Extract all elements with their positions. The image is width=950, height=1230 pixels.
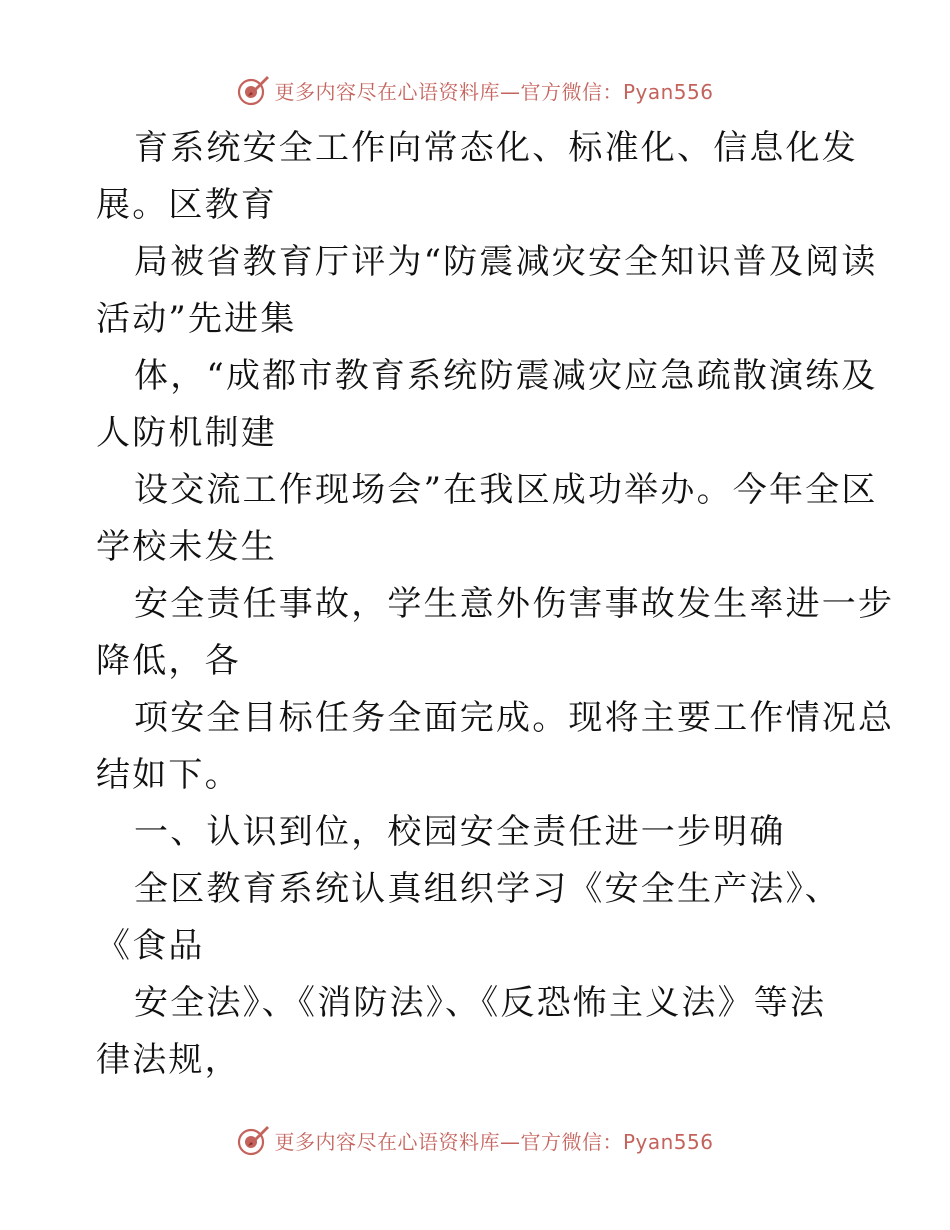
text-line: 《食品 — [96, 926, 205, 966]
header-banner — [0, 70, 950, 110]
text-line: 项安全目标任务全面完成。现将主要工作情况总 — [134, 698, 895, 738]
text-line: 人防机制建 — [96, 413, 277, 453]
text-line: 律法规， — [96, 1040, 241, 1080]
document-body — [96, 120, 895, 1089]
quill-logo-icon — [236, 1123, 270, 1157]
text-line: 育系统安全工作向常态化、标准化、信息化发 — [134, 128, 858, 168]
footer-banner-text: 更多内容尽在心语资料库—官方微信：Pyan556 — [274, 1129, 714, 1154]
footer-banner — [0, 1120, 950, 1160]
text-line: 全区教育系统认真组织学习《安全生产法》、 — [134, 869, 841, 909]
quill-logo-icon — [236, 73, 270, 107]
text-line: 活动”先进集 — [96, 299, 297, 339]
text-line: 展。区教育 — [96, 185, 277, 225]
text-line: 安全责任事故，学生意外伤害事故发生率进一步 — [134, 584, 895, 624]
text-line: 设交流工作现场会”在我区成功举办。今年全区 — [134, 470, 878, 510]
text-line: 安全法》、《消防法》、《反恐怖主义法》等法 — [134, 983, 827, 1023]
text-line: 学校未发生 — [96, 527, 277, 567]
header-banner-text: 更多内容尽在心语资料库—官方微信：Pyan556 — [274, 79, 714, 104]
text-line: 结如下。 — [96, 755, 241, 795]
text-line: 体，“成都市教育系统防震减灾应急疏散演练及 — [134, 356, 878, 396]
section-heading: 一、认识到位，校园安全责任进一步明确 — [134, 812, 786, 852]
text-line: 降低，各 — [96, 641, 241, 681]
text-line: 局被省教育厅评为“防震减灾安全知识普及阅读 — [134, 242, 878, 282]
